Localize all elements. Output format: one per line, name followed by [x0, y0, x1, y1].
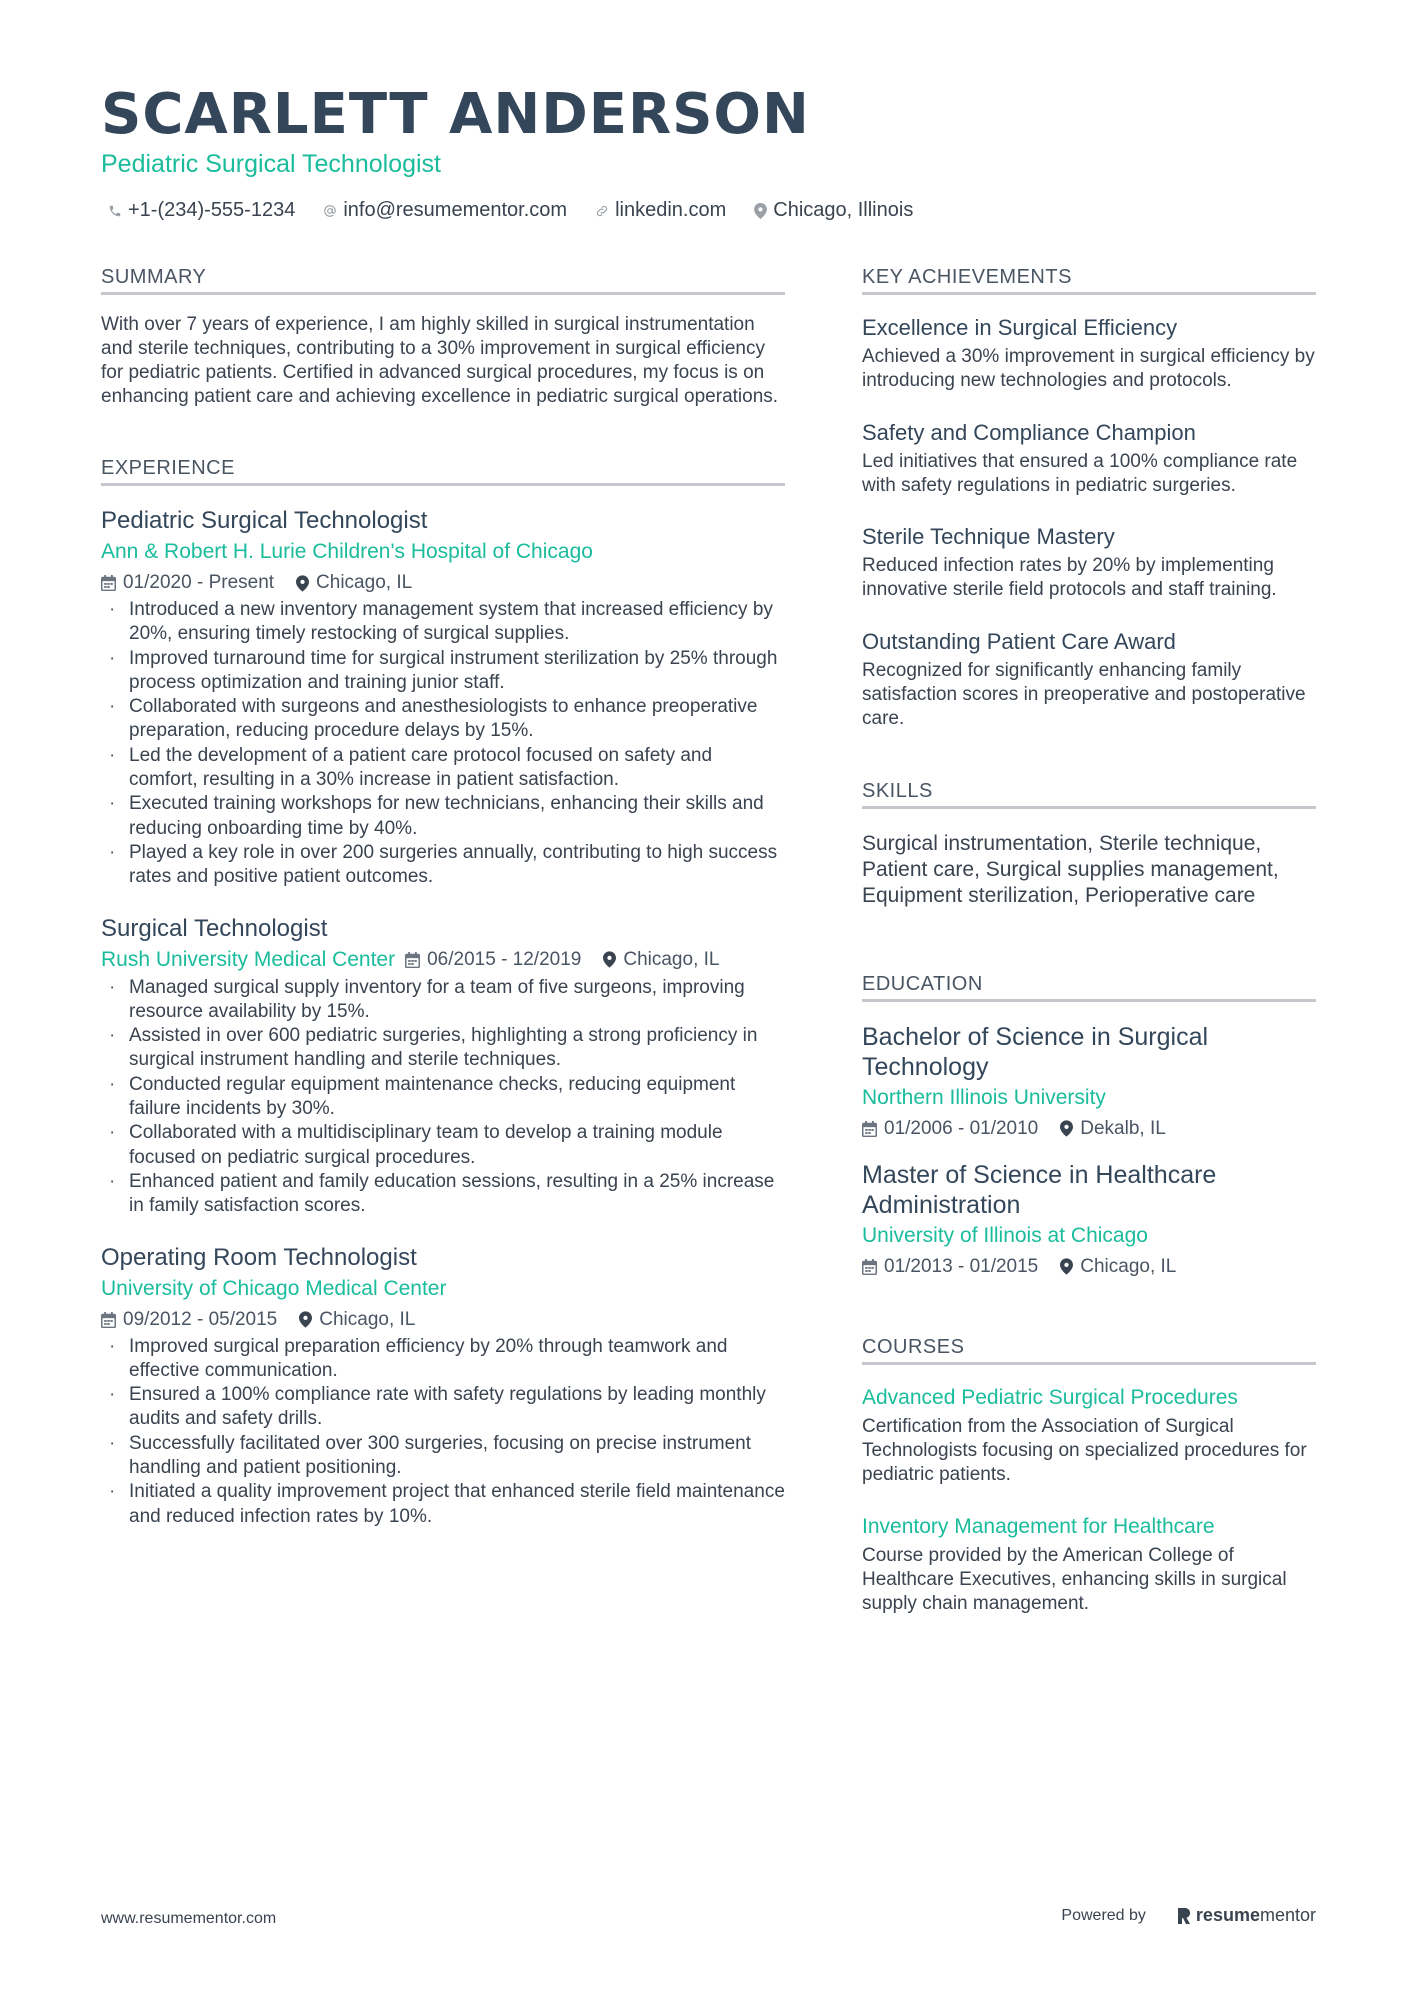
- contact-linkedin[interactable]: [595, 199, 726, 222]
- job-entry: [101, 1243, 785, 1529]
- candidate-name: SCARLETT ANDERSON: [101, 82, 810, 147]
- education-dates: [862, 1252, 1038, 1282]
- list-item: · Led the development of a patient care protocol focused on safety and comfort, resulting in a 30% increase in patient satisfaction.: [101, 744, 785, 793]
- job-dates: [101, 1305, 277, 1335]
- contact-email[interactable]: [323, 199, 567, 222]
- left-column: [101, 266, 785, 1529]
- contact-bar: [108, 199, 941, 222]
- candidate-title: Pediatric Surgical Technologist: [101, 150, 442, 178]
- education-location-text: Chicago, IL: [1080, 1255, 1177, 1277]
- location-pin-icon: [299, 1311, 312, 1328]
- at-icon: [323, 204, 337, 218]
- calendar-icon: [862, 1259, 877, 1275]
- location-pin-icon: [296, 575, 309, 592]
- calendar-icon: [405, 952, 420, 968]
- education-location: [1060, 1114, 1166, 1144]
- link-icon: [595, 204, 609, 218]
- list-item: · Collaborated with surgeons and anesthesiologists to enhance preoperative preparation, reducing procedure delays by 15%.: [101, 695, 785, 744]
- linkedin-text: linkedin.com: [615, 199, 727, 221]
- brand-name-light: mentor: [1259, 1905, 1316, 1925]
- list-item: · Introduced a new inventory management system that increased efficiency by 20%, ensuring timely restocking of surgical supplies.: [101, 598, 785, 647]
- summary-heading: SUMMARY: [101, 266, 785, 295]
- brand-name-bold: resume: [1195, 1905, 1260, 1925]
- course-desc: Course provided by the American College of Healthcare Executives, enhancing skills in surgical supply chain management.: [862, 1544, 1287, 1615]
- job-bullets: [101, 1335, 785, 1529]
- job-location-text: Chicago, IL: [319, 1308, 416, 1330]
- calendar-icon: [101, 575, 116, 591]
- job-dates: [405, 945, 581, 975]
- courses-heading: COURSES: [862, 1336, 1316, 1365]
- email-text: info@resumementor.com: [343, 199, 568, 221]
- skills-heading: SKILLS: [862, 780, 1316, 809]
- job-company: University of Chicago Medical Center: [101, 1276, 447, 1300]
- list-item: · Executed training workshops for new technicians, enhancing their skills and reducing onboarding time by 40%.: [101, 792, 785, 841]
- job-meta: [101, 1305, 785, 1335]
- achievement-title: Sterile Technique Mastery: [862, 524, 1115, 550]
- job-location-text: Chicago, IL: [623, 948, 720, 970]
- job-location-text: Chicago, IL: [316, 572, 413, 593]
- education-dates-text: 01/2013 - 01/2015: [884, 1255, 1039, 1277]
- list-item: · Ensured a 100% compliance rate with safety regulations by leading monthly audits and safety drills.: [101, 1383, 785, 1432]
- job-meta: [101, 944, 785, 976]
- education-meta: [862, 1114, 1316, 1144]
- job-dates-text: 09/2012 - 05/2015: [123, 1308, 278, 1330]
- achievement-desc: Recognized for significantly enhancing family satisfaction scores in preoperative and postoperative care.: [862, 659, 1306, 730]
- calendar-icon: [101, 1312, 116, 1328]
- job-location: [299, 1305, 415, 1335]
- skills-text: Surgical instrumentation, Sterile technique, Patient care, Surgical supplies management, Equipment sterilization, Perioperative care: [862, 831, 1279, 907]
- education-item: [862, 1160, 1316, 1282]
- list-item: · Collaborated with a multidisciplinary team to develop a training module focused on pediatric surgical procedures.: [101, 1121, 785, 1170]
- education-location-text: Dekalb, IL: [1080, 1117, 1166, 1139]
- course-item: [862, 1512, 1316, 1617]
- job-location: [296, 568, 412, 598]
- achievements-heading: KEY ACHIEVEMENTS: [862, 266, 1316, 295]
- achievement-item: [862, 627, 1316, 732]
- education-dates-text: 01/2006 - 01/2010: [884, 1117, 1039, 1139]
- education-school: Northern Illinois University: [862, 1085, 1106, 1109]
- education-item: [862, 1022, 1316, 1144]
- location-pin-icon: [1060, 1120, 1073, 1137]
- job-title: Surgical Technologist: [101, 914, 328, 942]
- powered-by-text: Powered by: [1061, 1906, 1146, 1924]
- achievement-item: [862, 522, 1316, 603]
- education-heading: EDUCATION: [862, 973, 1316, 1002]
- education-school: University of Illinois at Chicago: [862, 1223, 1148, 1247]
- achievement-desc: Led initiatives that ensured a 100% compliance rate with safety regulations in pediatric surgeries.: [862, 450, 1298, 496]
- job-title: Pediatric Surgical Technologist: [101, 507, 428, 534]
- achievement-item: [862, 418, 1316, 499]
- contact-location: [754, 199, 913, 222]
- job-company: Rush University Medical Center: [101, 947, 396, 971]
- location-pin-icon: [603, 951, 616, 968]
- list-item: · Improved turnaround time for surgical instrument sterilization by 25% through process optimization and training junior staff.: [101, 647, 785, 696]
- location-text: Chicago, Illinois: [773, 199, 914, 221]
- course-title: Advanced Pediatric Surgical Procedures: [862, 1385, 1238, 1409]
- footer-website[interactable]: www.resumementor.com: [101, 1910, 277, 1927]
- list-item: · Successfully facilitated over 300 surgeries, focusing on precise instrument handling and patient positioning.: [101, 1432, 785, 1481]
- list-item: · Managed surgical supply inventory for a team of five surgeons, improving resource availability by 15%.: [101, 976, 785, 1025]
- footer-branding: [1061, 1905, 1316, 1926]
- job-title: Operating Room Technologist: [101, 1243, 417, 1271]
- job-meta: [101, 568, 785, 598]
- achievement-desc: Reduced infection rates by 20% by implementing innovative sterile field protocols and staff training.: [862, 555, 1277, 601]
- list-item: · Conducted regular equipment maintenance checks, reducing equipment failure incidents by 30%.: [101, 1073, 785, 1122]
- contact-phone: [108, 199, 295, 222]
- resumementor-logo-icon: [1176, 1906, 1192, 1926]
- brand-logo[interactable]: [1176, 1905, 1316, 1926]
- list-item: · Improved surgical preparation efficiency by 20% through teamwork and effective communication.: [101, 1335, 785, 1384]
- location-pin-icon: [1060, 1258, 1073, 1275]
- calendar-icon: [862, 1121, 877, 1137]
- job-entry: [101, 506, 785, 890]
- achievement-title: Excellence in Surgical Efficiency: [862, 315, 1178, 340]
- course-title: Inventory Management for Healthcare: [862, 1514, 1215, 1538]
- course-desc: Certification from the Association of Surgical Technologists focusing on specialized procedures for pediatric patients.: [862, 1415, 1307, 1486]
- job-dates-text: 01/2020 - Present: [123, 572, 275, 593]
- achievement-item: [862, 313, 1316, 394]
- job-dates: [101, 568, 274, 598]
- job-bullets: [101, 976, 785, 1219]
- education-degree: Master of Science in Healthcare Administration: [862, 1160, 1217, 1219]
- education-meta: [862, 1252, 1316, 1282]
- achievement-desc: Achieved a 30% improvement in surgical efficiency by introducing new technologies and protocols.: [862, 346, 1315, 392]
- list-item: · Enhanced patient and family education sessions, resulting in a 25% increase in family satisfaction scores.: [101, 1170, 785, 1219]
- list-item: · Assisted in over 600 pediatric surgeries, highlighting a strong proficiency in surgical instrument handling and sterile techniques.: [101, 1024, 785, 1073]
- phone-text: +1-(234)-555-1234: [128, 199, 296, 221]
- course-item: [862, 1383, 1316, 1488]
- education-dates: [862, 1114, 1038, 1144]
- list-item: · Initiated a quality improvement project that enhanced sterile field maintenance and reduced infection rates by 10%.: [101, 1480, 785, 1529]
- job-company: Ann & Robert H. Lurie Children's Hospital of Chicago: [101, 540, 593, 563]
- achievement-title: Outstanding Patient Care Award: [862, 628, 1176, 654]
- phone-icon: [108, 204, 122, 218]
- job-entry: [101, 914, 785, 1219]
- right-column: [862, 266, 1316, 1616]
- experience-heading: EXPERIENCE: [101, 457, 785, 486]
- job-location: [603, 945, 719, 975]
- education-degree: Bachelor of Science in Surgical Technology: [862, 1022, 1209, 1081]
- summary-text: With over 7 years of experience, I am highly skilled in surgical instrumentation and sterile techniques, contributing to a 30% improvement in surgical efficiency for pediatric patients. Certified in advanced surgical procedures, my focus is on enhancing patient care and achieving excellence in pediatric surgical operations.: [101, 314, 779, 407]
- education-location: [1060, 1252, 1176, 1282]
- achievement-title: Safety and Compliance Champion: [862, 419, 1196, 445]
- list-item: · Played a key role in over 200 surgeries annually, contributing to high success rates and positive patient outcomes.: [101, 841, 785, 890]
- location-pin-icon: [754, 203, 767, 219]
- job-bullets: [101, 598, 785, 890]
- job-dates-text: 06/2015 - 12/2019: [427, 948, 582, 970]
